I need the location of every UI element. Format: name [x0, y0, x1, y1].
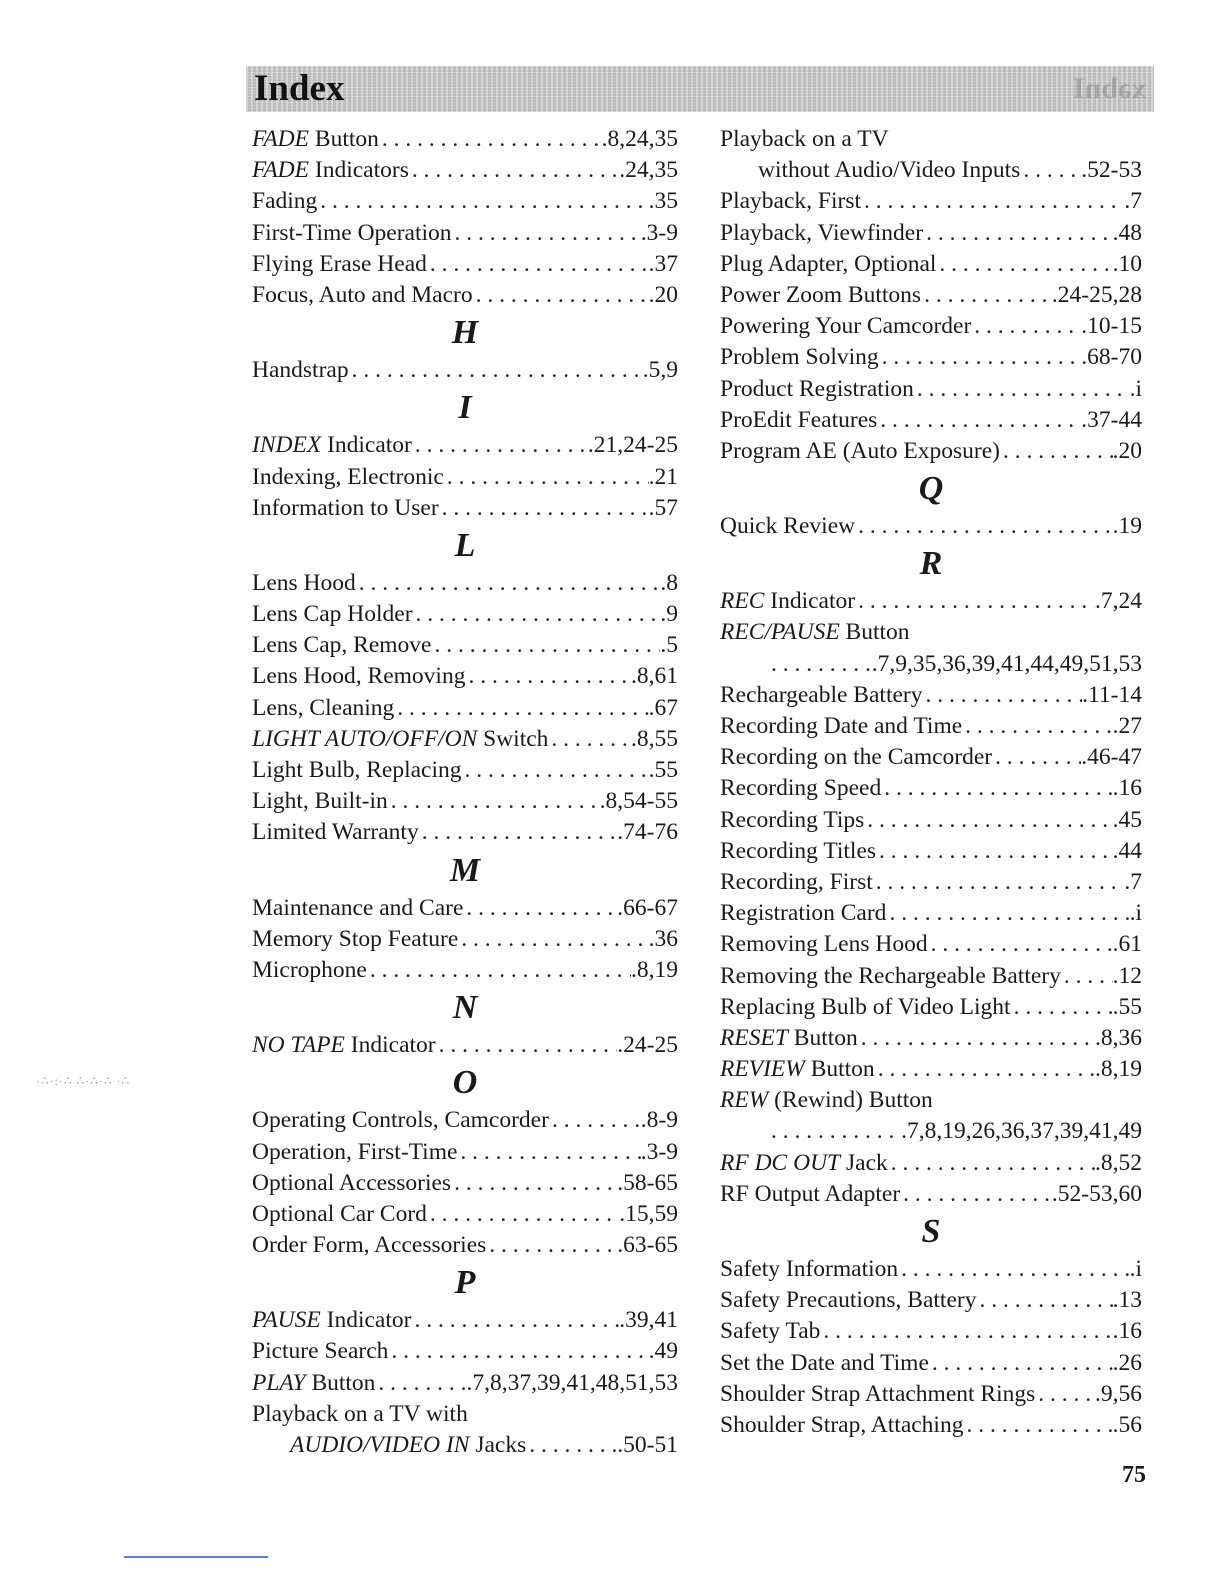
index-entry — [252, 924, 678, 955]
index-entry — [252, 155, 678, 186]
entry-pages: .7,9,35,36,39,41,44,49,51,53 — [871, 650, 1142, 677]
leader-dots — [427, 1199, 619, 1230]
entry-pages: .24,35 — [619, 157, 678, 184]
entry-label: Operating Controls, Camcorder — [252, 1107, 549, 1134]
entry-pages: .8,19 — [1095, 1056, 1142, 1083]
entry-pages: .8,61 — [631, 663, 678, 690]
index-entry — [720, 1379, 1142, 1410]
entry-pages: .21 — [648, 463, 678, 490]
entry-pages: .63-65 — [617, 1232, 678, 1259]
entry-label: Information to User — [252, 494, 439, 521]
entry-label: Product Registration — [720, 375, 914, 402]
section-letter-n: N — [452, 989, 478, 1027]
margin-speckle: ·∴·:·∴ ∴·∴·∴ ·∴ — [36, 1074, 131, 1088]
index-entry — [252, 724, 678, 755]
entry-label: Maintenance and Care — [252, 894, 464, 921]
index-entry — [720, 1254, 1142, 1285]
index-entry — [252, 493, 678, 524]
entry-pages: .36 — [648, 925, 678, 952]
index-header-bar — [246, 66, 1154, 112]
section-letter-r: R — [919, 545, 943, 583]
leader-dots — [936, 249, 1112, 280]
leader-dots — [876, 836, 1113, 867]
entry-pages: .49 — [648, 1338, 678, 1365]
leader-dots — [1011, 992, 1113, 1023]
entry-pages: .10-15 — [1081, 313, 1142, 340]
entry-label: REC Indicator — [720, 588, 856, 615]
entry-label: Microphone — [252, 956, 367, 983]
leader-dots — [1020, 155, 1081, 186]
entry-label: Replacing Bulb of Video Light — [720, 993, 1011, 1020]
index-entry — [720, 374, 1142, 405]
leader-dots — [768, 649, 872, 680]
leader-dots — [526, 1430, 617, 1461]
index-entry-continuation — [720, 155, 1142, 186]
entry-label: FADE Indicators — [252, 157, 409, 184]
entry-label: Set the Date and Time — [720, 1349, 929, 1376]
entry-pages: .21,24-25 — [587, 432, 678, 459]
entry-label: ProEdit Features — [720, 406, 878, 433]
entry-pages: .3-9 — [640, 1138, 678, 1165]
index-entry — [720, 405, 1142, 436]
leader-dots — [1035, 1379, 1095, 1410]
index-entry — [720, 1023, 1142, 1054]
leader-dots — [458, 924, 648, 955]
leader-dots — [549, 1105, 641, 1136]
index-entry — [720, 1054, 1142, 1085]
section-letter-i: I — [458, 389, 472, 427]
entry-pages: .20 — [648, 281, 678, 308]
entry-label: FADE Button — [252, 126, 379, 152]
index-entry — [252, 955, 678, 986]
entry-pages: .5,9 — [642, 357, 678, 384]
index-entry — [720, 511, 1142, 542]
leader-dots — [879, 342, 1082, 373]
index-entry — [252, 1168, 678, 1199]
entry-pages: .61 — [1112, 931, 1142, 958]
entry-pages: .15,59 — [619, 1200, 678, 1227]
index-entry — [252, 755, 678, 786]
entry-label: Lens, Cleaning — [252, 694, 395, 721]
entry-label: Playback on a TV — [720, 126, 889, 152]
section-letter-h: H — [451, 314, 479, 352]
section-letter-m: M — [449, 851, 481, 889]
index-entry — [252, 124, 678, 155]
index-column-left — [252, 124, 678, 1461]
leader-dots — [419, 817, 618, 848]
entry-pages: .5 — [660, 632, 678, 659]
entry-pages: .8 — [660, 569, 678, 596]
leader-dots — [367, 955, 631, 986]
leader-dots — [379, 124, 602, 155]
index-entry — [720, 1085, 1142, 1116]
entry-pages: .7,24 — [1095, 588, 1142, 615]
index-entry — [720, 1148, 1142, 1179]
index-entry — [252, 462, 678, 493]
index-entry — [252, 1199, 678, 1230]
index-entry — [720, 1410, 1142, 1441]
entry-pages: .55 — [1112, 993, 1142, 1020]
leader-dots — [412, 430, 588, 461]
entry-label: Lens Hood — [252, 569, 356, 596]
entry-pages: .8,36 — [1095, 1024, 1142, 1051]
entry-label: Registration Card — [720, 900, 887, 927]
leader-dots — [855, 586, 1095, 617]
leader-dots — [1061, 961, 1113, 992]
entry-pages: .52-53 — [1081, 157, 1142, 184]
leader-dots — [317, 186, 648, 217]
entry-label: Playback, Viewfinder — [720, 219, 924, 246]
index-entry — [252, 568, 678, 599]
index-entry — [720, 805, 1142, 836]
leader-dots — [855, 511, 1113, 542]
index-entry — [720, 742, 1142, 773]
entry-pages: .8,54-55 — [599, 788, 678, 815]
entry-label: Flying Erase Head — [252, 250, 427, 277]
leader-dots — [409, 155, 619, 186]
index-entry — [720, 586, 1142, 617]
entry-label: RF DC OUT Jack — [720, 1149, 888, 1176]
leader-dots — [394, 693, 648, 724]
entry-pages: .27 — [1112, 713, 1142, 739]
index-entry — [720, 280, 1142, 311]
index-entry — [720, 992, 1142, 1023]
index-entry — [720, 186, 1142, 217]
entry-label: Problem Solving — [720, 344, 879, 371]
entry-label: Shoulder Strap Attachment Rings — [720, 1380, 1036, 1407]
entry-label: INDEX Indicator — [252, 432, 412, 459]
entry-pages: .8-9 — [640, 1107, 678, 1134]
index-entry — [252, 817, 678, 848]
entry-label: Operation, First-Time — [252, 1138, 458, 1165]
index-entry-continuation — [720, 1116, 1142, 1147]
entry-label: Plug Adapter, Optional — [720, 250, 937, 277]
entry-pages: .i — [1129, 375, 1142, 402]
entry-label: Handstrap — [252, 357, 349, 384]
leader-dots — [888, 1148, 1095, 1179]
leader-dots — [548, 724, 631, 755]
index-entry — [252, 1336, 678, 1367]
entry-pages: .74-76 — [617, 819, 678, 846]
leader-dots — [976, 1285, 1112, 1316]
leader-dots — [900, 1179, 1052, 1210]
entry-label: RESET Button — [720, 1024, 858, 1051]
entry-label: Shoulder Strap, Attaching — [720, 1411, 964, 1438]
entry-pages: .8,55 — [631, 725, 678, 752]
leader-dots — [921, 280, 1052, 311]
leader-dots — [356, 568, 661, 599]
index-entry — [720, 836, 1142, 867]
entry-label: Safety Precautions, Battery — [720, 1287, 977, 1314]
leader-dots — [465, 661, 631, 692]
entry-label: PLAY Button — [252, 1369, 376, 1396]
leader-dots — [928, 929, 1113, 960]
entry-label: Playback, First — [720, 188, 861, 215]
index-entry — [720, 1285, 1142, 1316]
leader-dots — [873, 867, 1125, 898]
entry-pages: .3-9 — [640, 219, 678, 246]
entry-label: Optional Accessories — [252, 1169, 452, 1196]
index-entry — [252, 186, 678, 217]
index-entry — [720, 1179, 1142, 1210]
index-entry — [720, 1316, 1142, 1347]
section-letter-o: O — [452, 1064, 478, 1102]
entry-label: Lens Cap, Remove — [252, 632, 432, 659]
entry-pages: .26 — [1112, 1349, 1142, 1376]
entry-pages: .7,8,37,39,41,48,51,53 — [466, 1369, 678, 1396]
index-entry — [720, 680, 1142, 711]
page-number: 75 — [1122, 1462, 1146, 1488]
entry-label: Recording, First — [720, 868, 873, 895]
leader-dots — [875, 1054, 1095, 1085]
index-entry — [252, 355, 678, 386]
leader-dots — [962, 711, 1112, 742]
index-entry — [252, 893, 678, 924]
leader-dots — [473, 280, 649, 311]
leader-dots — [929, 1348, 1113, 1379]
entry-pages: .57 — [648, 494, 678, 521]
entry-pages: .19 — [1112, 513, 1142, 540]
entry-label: Rechargeable Battery — [720, 681, 923, 708]
entry-label: Light, Built-in — [252, 788, 388, 815]
leader-dots — [462, 755, 649, 786]
index-entry — [252, 218, 678, 249]
leader-dots — [457, 1137, 640, 1168]
entry-label: Quick Review — [720, 513, 856, 540]
leader-dots — [375, 1368, 466, 1399]
leader-dots — [864, 805, 1112, 836]
header-show-through-text: xəbnI — [1072, 72, 1146, 105]
entry-pages: .8,52 — [1095, 1149, 1142, 1176]
entry-pages: .39,41 — [619, 1307, 678, 1334]
index-entry — [720, 1348, 1142, 1379]
leader-dots — [861, 186, 1124, 217]
index-entry — [252, 430, 678, 461]
entry-label: Removing Lens Hood — [720, 931, 928, 958]
leader-dots — [922, 680, 1082, 711]
entry-label: Lens Cap Holder — [252, 601, 413, 628]
index-entry-continuation — [720, 649, 1142, 680]
leader-dots — [486, 1230, 617, 1261]
entry-pages: .37 — [648, 250, 678, 277]
leader-dots — [388, 1336, 648, 1367]
entry-label: Order Form, Accessories — [252, 1232, 487, 1259]
index-entry — [252, 1137, 678, 1168]
entry-pages: .24-25 — [617, 1032, 678, 1059]
entry-label: Lens Hood, Removing — [252, 663, 466, 690]
entry-pages: .10 — [1112, 250, 1142, 277]
entry-pages: .44 — [1112, 837, 1142, 864]
entry-label: RF Output Adapter — [720, 1180, 901, 1207]
index-entry-continuation — [252, 1430, 678, 1461]
entry-pages: .67 — [648, 694, 678, 721]
index-entry — [720, 124, 1142, 155]
entry-pages: .68-70 — [1081, 344, 1142, 371]
leader-dots — [388, 786, 600, 817]
leader-dots — [858, 1023, 1095, 1054]
leader-dots — [971, 311, 1081, 342]
entry-pages: .7 — [1124, 868, 1142, 895]
entry-label: Recording on the Camcorder — [720, 744, 993, 771]
entry-label: Playback on a TV with — [252, 1400, 468, 1427]
entry-label: REVIEW Button — [720, 1056, 875, 1083]
index-entry — [252, 661, 678, 692]
index-entry — [252, 599, 678, 630]
entry-pages: .37-44 — [1081, 406, 1142, 433]
leader-dots — [431, 630, 660, 661]
leader-dots — [413, 599, 661, 630]
entry-label: REW (Rewind) Button — [720, 1087, 933, 1114]
index-entry — [252, 1399, 678, 1430]
entry-pages: .48 — [1112, 219, 1142, 246]
entry-pages: .7,8,19,26,36,37,39,41,49 — [901, 1118, 1142, 1145]
index-entry — [720, 961, 1142, 992]
leader-dots — [411, 1305, 619, 1336]
leader-dots — [992, 742, 1081, 773]
entry-pages: .8,24,35 — [601, 126, 678, 152]
index-entry — [720, 898, 1142, 929]
entry-label: Safety Tab — [720, 1318, 821, 1345]
leader-dots — [463, 893, 617, 924]
entry-pages: .9,56 — [1095, 1380, 1142, 1407]
index-entry — [252, 280, 678, 311]
leader-dots — [349, 355, 643, 386]
leader-dots — [439, 493, 649, 524]
leader-dots — [881, 773, 1112, 804]
leader-dots — [898, 1254, 1129, 1285]
leader-dots — [877, 405, 1081, 436]
index-entry — [252, 249, 678, 280]
entry-pages: .58-65 — [617, 1169, 678, 1196]
entry-label: LIGHT AUTO/OFF/ON Switch — [252, 725, 549, 752]
footer-rule — [124, 1556, 268, 1558]
entry-pages: .8,19 — [631, 956, 678, 983]
entry-label: Light Bulb, Replacing — [252, 757, 462, 783]
entry-label: Program AE (Auto Exposure) — [720, 437, 1000, 464]
entry-label: Recording Titles — [720, 837, 877, 864]
index-entry — [252, 786, 678, 817]
entry-pages: .12 — [1112, 962, 1142, 989]
leader-dots — [452, 218, 641, 249]
entry-pages: .13 — [1112, 1287, 1142, 1314]
leader-dots — [427, 249, 649, 280]
index-entry — [252, 1230, 678, 1261]
leader-dots — [768, 1116, 901, 1147]
entry-label: Power Zoom Buttons — [720, 281, 922, 308]
index-entry — [720, 617, 1142, 648]
entry-label: without Audio/Video Inputs — [758, 157, 1021, 184]
index-entry — [252, 693, 678, 724]
entry-pages: .9 — [660, 601, 678, 628]
index-entry — [720, 311, 1142, 342]
index-entry — [720, 436, 1142, 467]
section-letter-s: S — [921, 1213, 941, 1250]
index-entry — [720, 218, 1142, 249]
page-title: Index — [254, 68, 345, 109]
index-column-right — [720, 124, 1142, 1441]
index-entry — [720, 249, 1142, 280]
entry-label: Picture Search — [252, 1338, 389, 1365]
entry-label: Safety Information — [720, 1256, 899, 1282]
entry-label: PAUSE Indicator — [252, 1307, 412, 1334]
entry-label: Fading — [252, 188, 318, 215]
entry-label: Optional Car Cord — [252, 1200, 427, 1227]
entry-label: Limited Warranty — [252, 819, 419, 846]
leader-dots — [436, 1030, 618, 1061]
entry-pages: .20 — [1112, 437, 1142, 464]
entry-pages: .11-14 — [1082, 681, 1142, 708]
entry-pages: .56 — [1112, 1411, 1142, 1438]
entry-pages: .50-51 — [617, 1432, 678, 1458]
index-entry — [720, 342, 1142, 373]
entry-label: Focus, Auto and Macro — [252, 281, 473, 308]
entry-pages: .45 — [1112, 806, 1142, 833]
entry-label: Powering Your Camcorder — [720, 313, 972, 340]
entry-label: Recording Date and Time — [720, 713, 963, 739]
entry-label: NO TAPE Indicator — [252, 1032, 436, 1059]
index-entry — [720, 867, 1142, 898]
entry-label: Memory Stop Feature — [252, 925, 459, 952]
entry-pages: .46-47 — [1081, 744, 1142, 771]
leader-dots — [923, 218, 1113, 249]
index-entry — [252, 1105, 678, 1136]
index-entry — [720, 711, 1142, 742]
leader-dots — [451, 1168, 617, 1199]
entry-pages: .55 — [648, 757, 678, 783]
section-letter-l: L — [454, 526, 476, 564]
entry-pages: .i — [1129, 900, 1142, 927]
index-entry — [720, 929, 1142, 960]
section-letter-p: P — [454, 1264, 476, 1302]
entry-pages: .16 — [1112, 775, 1142, 802]
entry-pages: .7 — [1124, 188, 1142, 215]
entry-pages: .24-25,28 — [1051, 281, 1142, 308]
entry-label: First-Time Operation — [252, 219, 452, 246]
entry-pages: .35 — [648, 188, 678, 215]
index-entry — [252, 630, 678, 661]
entry-label: Recording Speed — [720, 775, 882, 802]
index-entry — [252, 1305, 678, 1336]
leader-dots — [963, 1410, 1112, 1441]
entry-label: Recording Tips — [720, 806, 865, 833]
entry-pages: .52-53,60 — [1051, 1180, 1142, 1207]
leader-dots — [886, 898, 1129, 929]
entry-label: REC/PAUSE Button — [720, 619, 910, 646]
entry-pages: .16 — [1112, 1318, 1142, 1345]
entry-pages: .66-67 — [617, 894, 678, 921]
entry-label: Indexing, Electronic — [252, 463, 444, 490]
leader-dots — [914, 374, 1130, 405]
index-entry — [252, 1368, 678, 1399]
entry-label: AUDIO/VIDEO IN Jacks — [290, 1432, 527, 1458]
leader-dots — [444, 462, 649, 493]
section-letter-q: Q — [918, 470, 944, 508]
entry-pages: .i — [1129, 1256, 1142, 1282]
leader-dots — [1000, 436, 1113, 467]
entry-label: Removing the Rechargeable Battery — [720, 962, 1061, 989]
leader-dots — [820, 1316, 1112, 1347]
index-entry — [252, 1030, 678, 1061]
index-entry — [720, 773, 1142, 804]
